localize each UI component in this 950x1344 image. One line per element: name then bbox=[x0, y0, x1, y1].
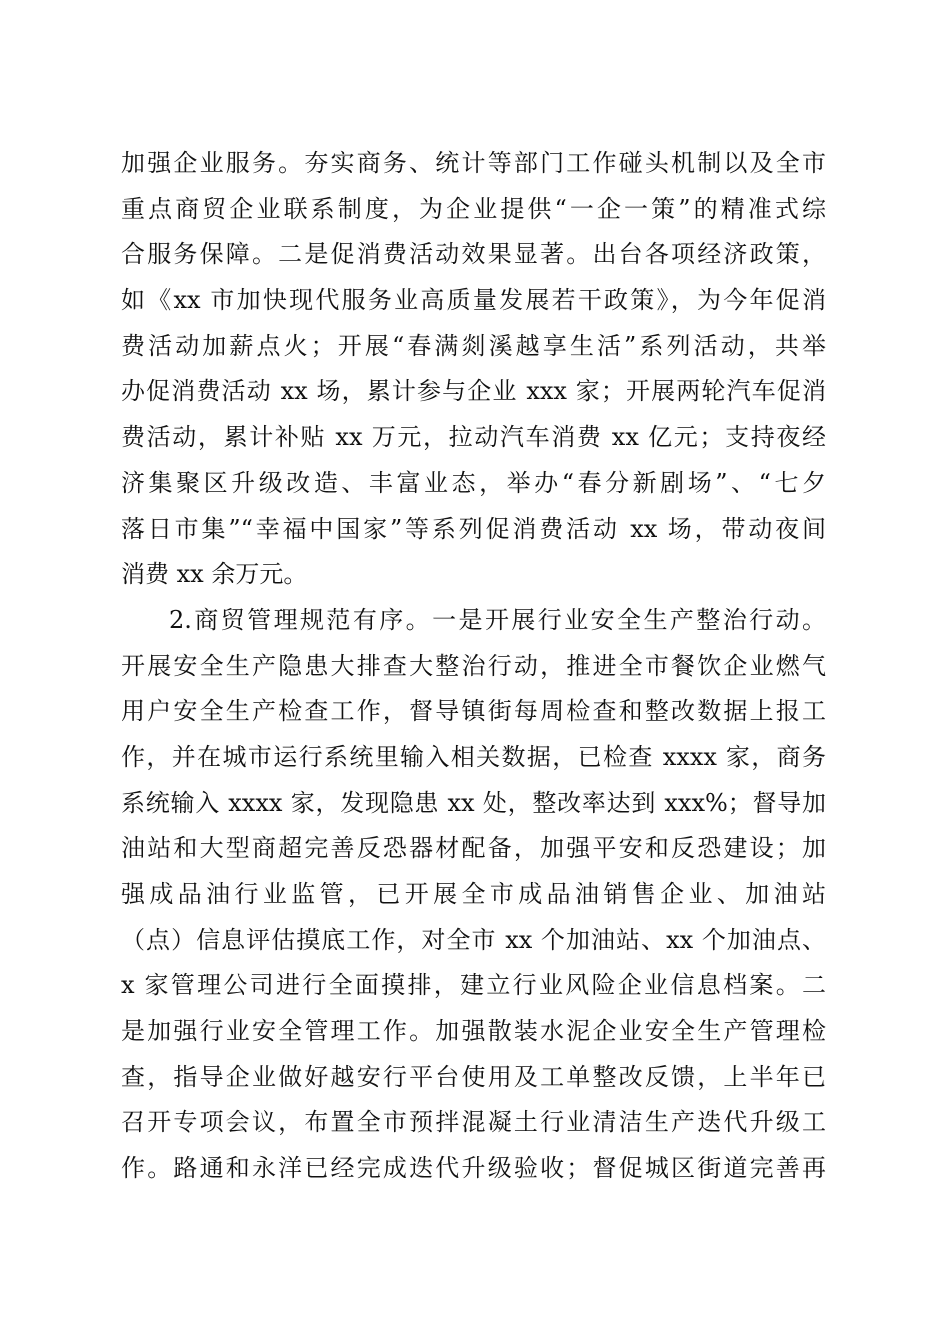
text-line: 油站和大型商超完善反恐器材配备，加强平安和反恐建设；加 bbox=[121, 834, 826, 863]
text-line: 如《xx 市加快现代服务业高质量发展若干政策》，为今年促消 bbox=[121, 286, 826, 315]
text-line: 重点商贸企业联系制度，为企业提供“一企一策”的精准式综 bbox=[121, 194, 826, 223]
text-line: 开展安全生产隐患大排查大整治行动，推进全市餐饮企业燃气 bbox=[121, 651, 826, 680]
text-line: （点）信息评估摸底工作，对全市 xx 个加油站、xx 个加油点、 bbox=[121, 925, 826, 954]
text-line: 是加强行业安全管理工作。加强散装水泥企业安全生产管理检 bbox=[121, 1017, 826, 1046]
text-line-heading: 2.商贸管理规范有序。一是开展行业安全生产整治行动。 bbox=[169, 605, 826, 634]
text-line: 费活动加薪点火；开展“春满剡溪越享生活”系列活动，共举 bbox=[121, 331, 826, 360]
text-line: 费活动，累计补贴 xx 万元，拉动汽车消费 xx 亿元；支持夜经 bbox=[121, 423, 826, 452]
text-line: 济集聚区升级改造、丰富业态，举办“春分新剧场”、“七夕 bbox=[121, 468, 826, 497]
text-line: 消费 xx 余万元。 bbox=[121, 560, 308, 589]
text-line: 办促消费活动 xx 场，累计参与企业 xxx 家；开展两轮汽车促消 bbox=[121, 377, 826, 406]
text-line: x 家管理公司进行全面摸排，建立行业风险企业信息档案。二 bbox=[121, 971, 826, 1000]
document-body bbox=[121, 141, 826, 1192]
text-line: 落日市集”“幸福中国家”等系列促消费活动 xx 场，带动夜间 bbox=[121, 514, 826, 543]
text-line: 系统输入 xxxx 家，发现隐患 xx 处，整改率达到 xxx%；督导加 bbox=[121, 788, 826, 817]
text-line: 用户安全生产检查工作，督导镇街每周检查和整改数据上报工 bbox=[121, 697, 826, 726]
text-line: 召开专项会议，布置全市预拌混凝土行业清洁生产迭代升级工 bbox=[121, 1108, 826, 1137]
text-line: 作，并在城市运行系统里输入相关数据，已检查 xxxx 家，商务 bbox=[121, 742, 826, 771]
text-line: 合服务保障。二是促消费活动效果显著。出台各项经济政策， bbox=[121, 240, 826, 269]
text-line: 作。路通和永洋已经完成迭代升级验收；督促城区街道完善再 bbox=[121, 1154, 826, 1183]
paragraph-2 bbox=[121, 598, 826, 1192]
text-line: 加强企业服务。夯实商务、统计等部门工作碰头机制以及全市 bbox=[121, 149, 826, 177]
paragraph-1 bbox=[121, 141, 826, 598]
text-line: 强成品油行业监管，已开展全市成品油销售企业、加油站 bbox=[121, 880, 826, 908]
text-line: 查，指导企业做好越安行平台使用及工单整改反馈，上半年已 bbox=[121, 1062, 826, 1091]
